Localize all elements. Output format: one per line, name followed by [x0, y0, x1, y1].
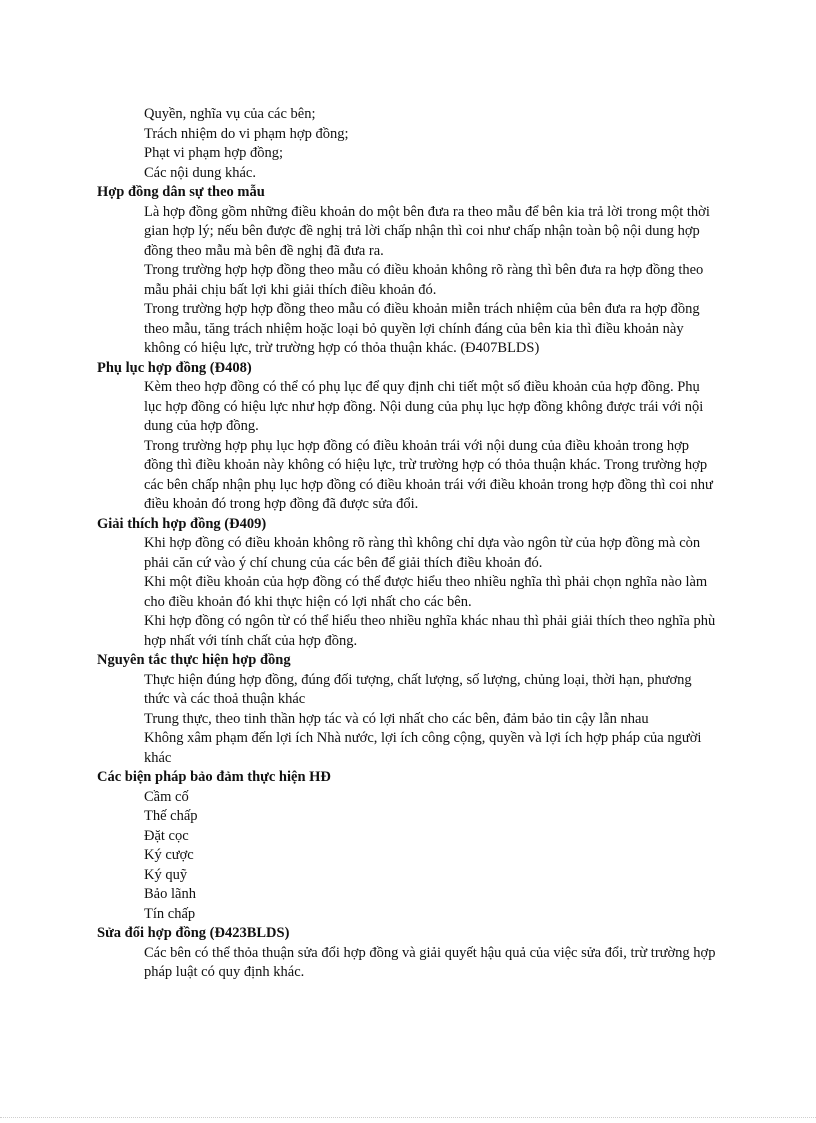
section	[0, 768, 816, 924]
paragraph: Trong trường hợp hợp đồng theo mẫu có điều khoản không rõ ràng thì bên đưa ra hợp đồng theo mẫu phải chịu bất lợi khi giải thích điều khoản đó.	[144, 262, 704, 298]
paragraph: Là hợp đồng gồm những điều khoản do một bên đưa ra theo mẫu để bên kia trả lời trong một thời gian hợp lý; nếu bên được đề nghị trả lời chấp nhận thì coi như chấp nhận toàn bộ nội dung hợp đồng theo mẫu mà bên đề nghị đã đưa ra.	[144, 203, 710, 259]
paragraph: Cầm cố	[144, 788, 189, 805]
paragraph: Bảo lãnh	[144, 886, 196, 902]
section-heading: Giải thích hợp đồng (Đ409)	[97, 515, 267, 532]
section-heading: Các biện pháp bảo đảm thực hiện HĐ	[97, 769, 331, 785]
paragraph: Khi hợp đồng có điều khoản không rõ ràng thì không chỉ dựa vào ngôn từ của hợp đồng mà còn phải căn cứ vào ý chí chung của các bên để giải thích điều khoản đó.	[144, 535, 701, 571]
paragraph: Thực hiện đúng hợp đồng, đúng đối tượng, chất lượng, số lượng, chủng loại, thời hạn, phương thức và các thoả thuận khác	[144, 671, 692, 707]
sections	[0, 183, 816, 983]
paragraph: Kèm theo hợp đồng có thể có phụ lục để quy định chi tiết một số điều khoản của hợp đồng. Phụ lục hợp đồng có hiệu lực như hợp đồng. Nội dung của phụ lục hợp đồng không được trái với nội dung của hợp đồng.	[144, 379, 704, 434]
document-body	[0, 105, 816, 983]
paragraph: Trung thực, theo tinh thần hợp tác và có lợi nhất cho các bên, đảm bảo tin cậy lẫn nhau	[144, 710, 649, 727]
paragraph: Khi một điều khoản của hợp đồng có thể được hiểu theo nhiều nghĩa thì phải chọn nghĩa nào làm cho điều khoản đó khi thực hiện có lợi nhất cho các bên.	[144, 574, 708, 610]
list-item: Quyền, nghĩa vụ của các bên;	[144, 106, 316, 122]
paragraph: Thế chấp	[144, 808, 198, 824]
section	[0, 359, 816, 515]
section-heading: Nguyên tắc thực hiện hợp đồng	[97, 652, 291, 668]
list-item: Phạt vi phạm hợp đồng;	[144, 145, 283, 161]
paragraph: Ký cược	[144, 847, 194, 863]
paragraph: Khi hợp đồng có ngôn từ có thể hiểu theo nhiều nghĩa khác nhau thì phải giải thích theo nghĩa phù hợp nhất với tính chất của hợp đồng.	[144, 613, 716, 649]
section-heading: Phụ lục hợp đồng (Đ408)	[97, 359, 252, 376]
list-item: Các nội dung khác.	[144, 164, 256, 181]
paragraph: Trong trường hợp hợp đồng theo mẫu có điều khoản miễn trách nhiệm của bên đưa ra hợp đồng theo mẫu, tăng trách nhiệm hoặc loại bỏ quyền lợi chính đáng của bên kia thì điều khoản này không có hiệu lực, trừ trường hợp có thỏa thuận khác. (Đ407BLDS)	[144, 301, 700, 356]
list-item: Trách nhiệm do vi phạm hợp đồng;	[144, 125, 349, 142]
intro-list	[0, 105, 816, 183]
section	[0, 924, 816, 983]
section-heading: Sửa đổi hợp đồng (Đ423BLDS)	[97, 925, 290, 941]
paragraph: Đặt cọc	[144, 827, 189, 844]
paragraph: Không xâm phạm đến lợi ích Nhà nước, lợi ích công cộng, quyền và lợi ích hợp pháp của người khác	[144, 730, 702, 766]
section	[0, 651, 816, 768]
section-heading: Hợp đồng dân sự theo mẫu	[97, 184, 265, 200]
paragraph: Trong trường hợp phụ lục hợp đồng có điều khoản trái với nội dung của điều khoản trong hợp đồng thì điều khoản này không có hiệu lực, trừ trường hợp có thỏa thuận khác. Trong trường hợp các bên chấp nhận phụ lục hợp đồng có điều khoản trái với điều khoản trong hợp đồng thì coi như điều khoản đó trong hợp đồng đã được sửa đổi.	[144, 437, 713, 512]
paragraph: Ký quỹ	[144, 866, 188, 883]
page-bottom-rule	[0, 1117, 816, 1118]
section	[0, 183, 816, 359]
section	[0, 515, 816, 652]
paragraph: Các bên có thể thỏa thuận sửa đổi hợp đồng và giải quyết hậu quả của việc sửa đổi, trừ trường hợp pháp luật có quy định khác.	[144, 944, 716, 980]
paragraph: Tín chấp	[144, 905, 196, 922]
